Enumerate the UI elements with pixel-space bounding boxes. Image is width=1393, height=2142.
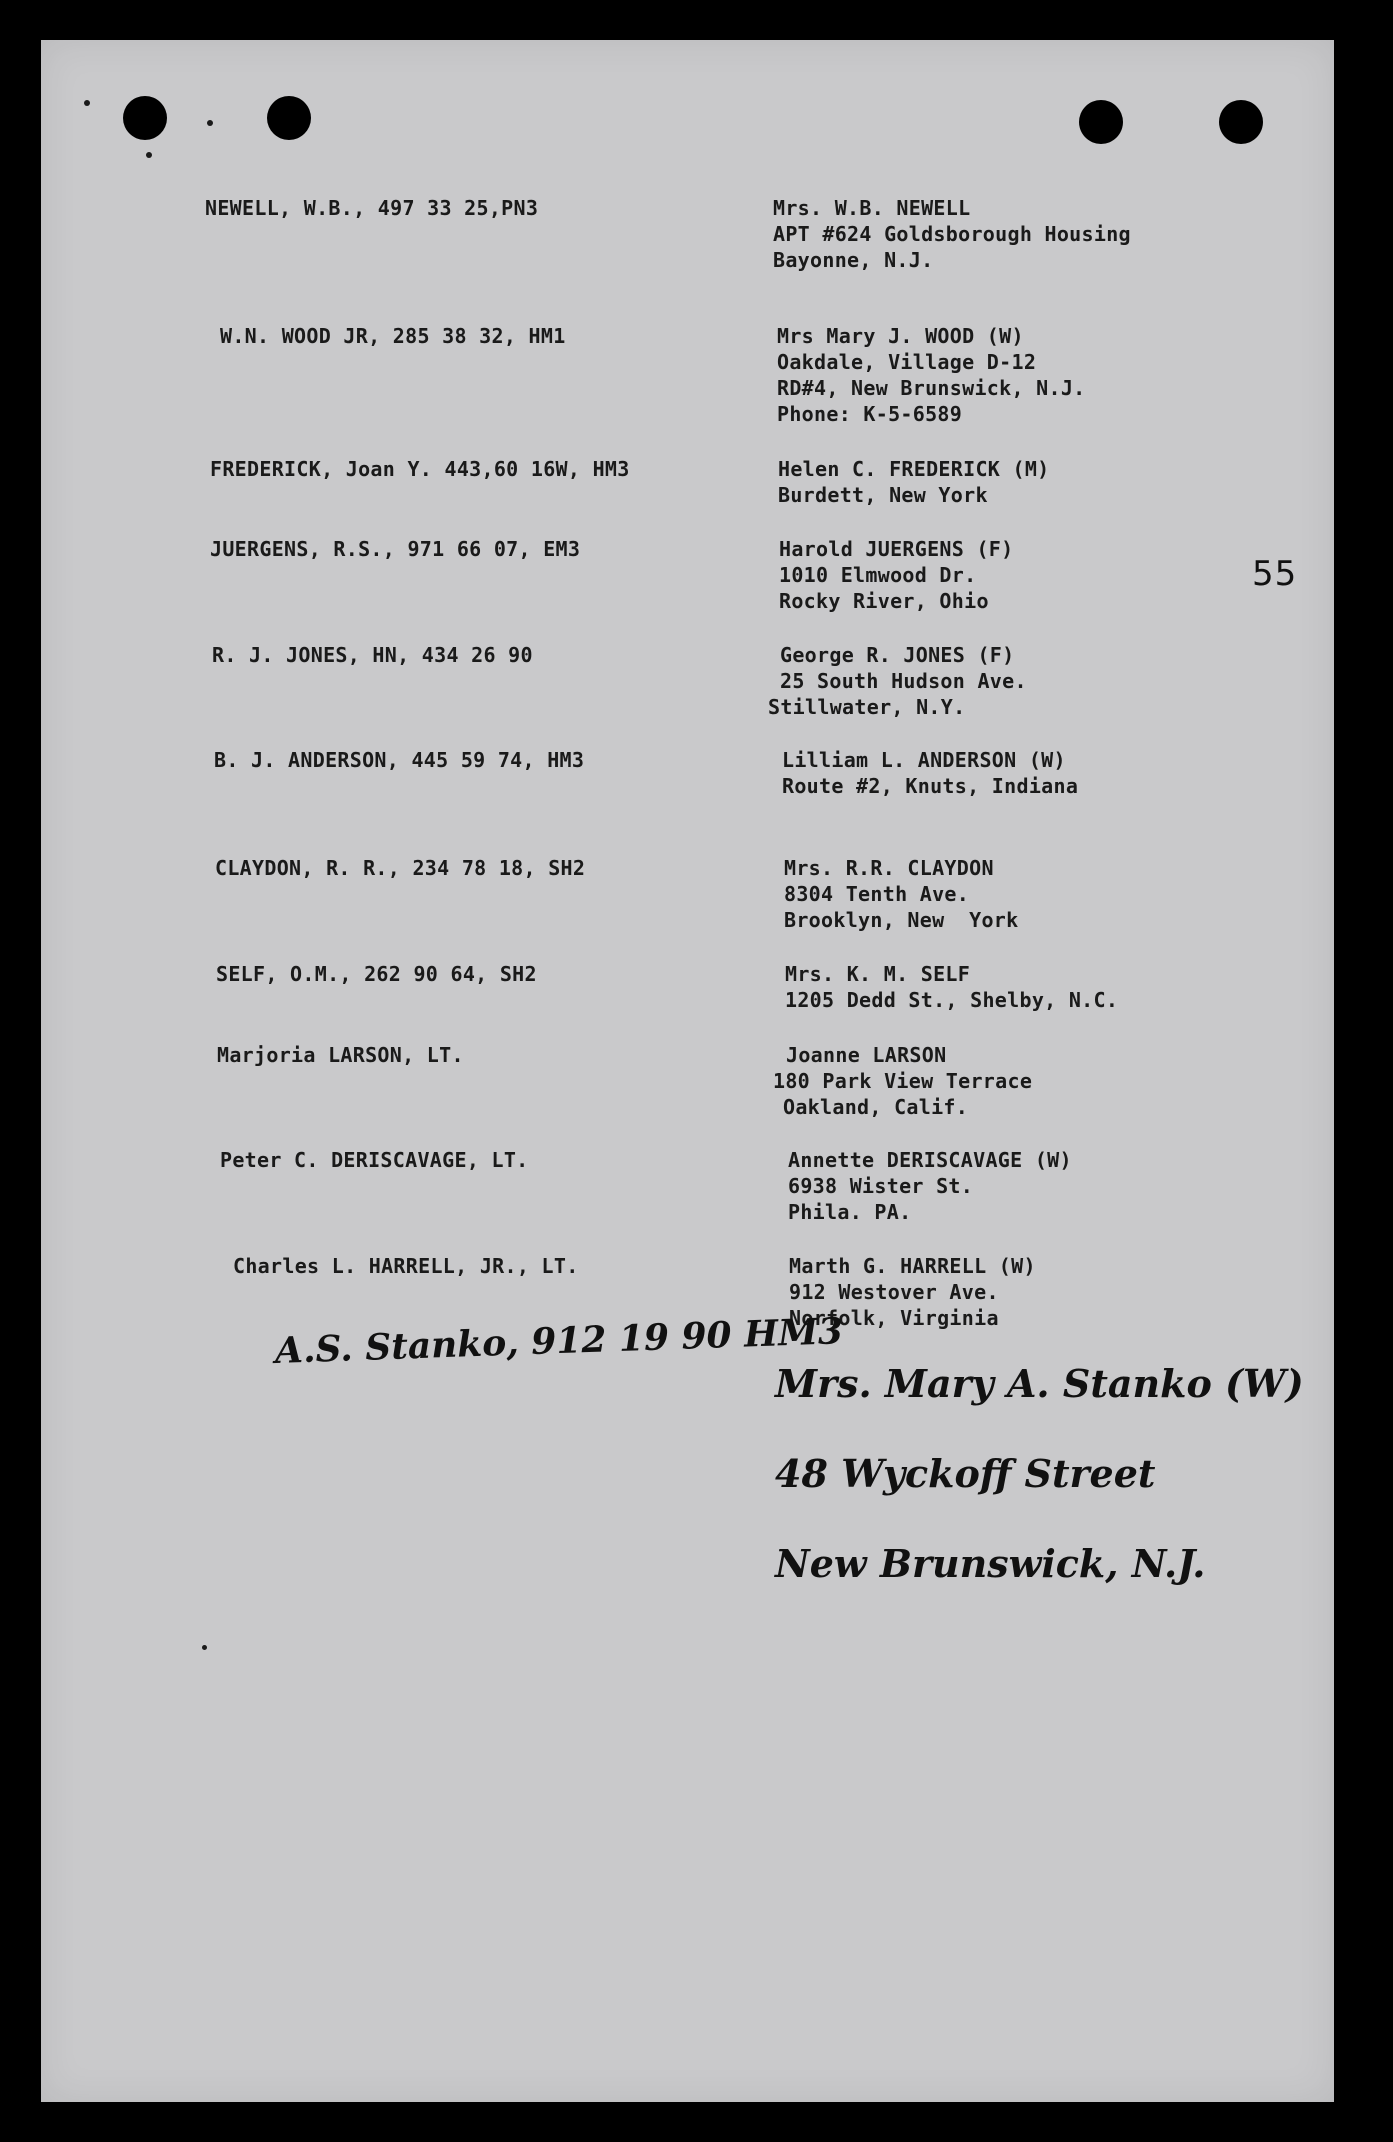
- entry-right: [778, 456, 1050, 508]
- handwritten-line: Mrs. Mary A. Stanko (W): [775, 1361, 1304, 1406]
- entry-right: [768, 642, 1027, 720]
- address-line: 6938 Wister St.: [788, 1174, 974, 1198]
- handwritten-line: New Brunswick, N.J.: [775, 1541, 1206, 1586]
- member-line: W.N. WOOD JR, 285 38 32, HM1: [220, 324, 566, 348]
- member-line: Charles L. HARRELL, JR., LT.: [233, 1254, 579, 1278]
- address-line: Mrs. W.B. NEWELL: [773, 196, 971, 220]
- address-line: Annette DERISCAVAGE (W): [788, 1148, 1072, 1172]
- address-line: RD#4, New Brunswick, N.J.: [777, 376, 1086, 400]
- member-line: JUERGENS, R.S., 971 66 07, EM3: [210, 537, 581, 561]
- address-line: 912 Westover Ave.: [789, 1280, 999, 1304]
- entry-right: [784, 855, 1018, 933]
- entry-left: [233, 1253, 579, 1279]
- handwritten-address-entry: [775, 1320, 1304, 1609]
- member-line: FREDERICK, Joan Y. 443,60 16W, HM3: [210, 457, 630, 481]
- member-line: Peter C. DERISCAVAGE, LT.: [220, 1148, 529, 1172]
- document-page: [41, 40, 1334, 2102]
- member-line: CLAYDON, R. R., 234 78 18, SH2: [215, 856, 586, 880]
- entry-left: [214, 747, 584, 773]
- entry-left: [205, 195, 538, 221]
- entry-left: [216, 961, 537, 987]
- address-line: Oakdale, Village D-12: [777, 350, 1037, 374]
- address-line: Brooklyn, New York: [784, 908, 1019, 932]
- address-line: Norfolk, Virginia: [789, 1306, 999, 1330]
- entry-right: [782, 747, 1078, 799]
- entry-right: [773, 195, 1131, 273]
- address-line: Marth G. HARRELL (W): [789, 1254, 1036, 1278]
- address-line: Mrs Mary J. WOOD (W): [777, 324, 1024, 348]
- speck: [84, 100, 90, 106]
- address-line: Joanne LARSON: [786, 1043, 947, 1067]
- address-line: 8304 Tenth Ave.: [784, 882, 970, 906]
- speck: [202, 1645, 207, 1650]
- entry-left: [210, 456, 630, 482]
- address-line: Route #2, Knuts, Indiana: [782, 774, 1079, 798]
- entry-left: [220, 1147, 529, 1173]
- entry-left: [215, 855, 585, 881]
- handwritten-member-entry: A.S. Stanko, 912 19 90 HM3: [274, 1310, 844, 1372]
- address-line: Mrs. K. M. SELF: [785, 962, 971, 986]
- entry-left: [212, 642, 533, 668]
- address-line: 180 Park View Terrace: [773, 1069, 1033, 1093]
- punch-hole: [1219, 100, 1263, 144]
- member-line: R. J. JONES, HN, 434 26 90: [212, 643, 533, 667]
- entry-left: [220, 323, 566, 349]
- address-line: Harold JUERGENS (F): [779, 537, 1014, 561]
- address-line: Helen C. FREDERICK (M): [778, 457, 1050, 481]
- entry-right: [773, 1042, 1032, 1120]
- member-line: B. J. ANDERSON, 445 59 74, HM3: [214, 748, 585, 772]
- entry-right: [785, 961, 1118, 1013]
- punch-hole: [267, 96, 311, 140]
- entry-right: [788, 1147, 1072, 1225]
- address-line: 1205 Dedd St., Shelby, N.C.: [785, 988, 1119, 1012]
- address-line: Phila. PA.: [788, 1200, 912, 1224]
- address-line: APT #624 Goldsborough Housing: [773, 222, 1131, 246]
- address-line: Stillwater, N.Y.: [768, 695, 966, 719]
- entry-right: [777, 323, 1086, 427]
- member-line: SELF, O.M., 262 90 64, SH2: [216, 962, 537, 986]
- entry-right: [779, 536, 1013, 614]
- address-line: Mrs. R.R. CLAYDON: [784, 856, 994, 880]
- punch-hole: [123, 96, 167, 140]
- address-line: Phone: K-5-6589: [777, 402, 963, 426]
- speck: [146, 152, 152, 158]
- handwritten-line: 48 Wyckoff Street: [775, 1451, 1156, 1496]
- speck: [207, 120, 213, 126]
- member-line: Marjoria LARSON, LT.: [217, 1043, 464, 1067]
- address-line: George R. JONES (F): [780, 643, 1015, 667]
- entry-left: [217, 1042, 464, 1068]
- address-line: Oakland, Calif.: [783, 1095, 969, 1119]
- punch-hole: [1079, 100, 1123, 144]
- member-line: NEWELL, W.B., 497 33 25,PN3: [205, 196, 539, 220]
- address-line: 25 South Hudson Ave.: [780, 669, 1027, 693]
- address-line: Lilliam L. ANDERSON (W): [782, 748, 1066, 772]
- address-line: Burdett, New York: [778, 483, 988, 507]
- address-line: Rocky River, Ohio: [779, 589, 989, 613]
- address-line: Bayonne, N.J.: [773, 248, 934, 272]
- address-line: 1010 Elmwood Dr.: [779, 563, 977, 587]
- page-number: 55: [1252, 554, 1298, 594]
- entry-left: [210, 536, 580, 562]
